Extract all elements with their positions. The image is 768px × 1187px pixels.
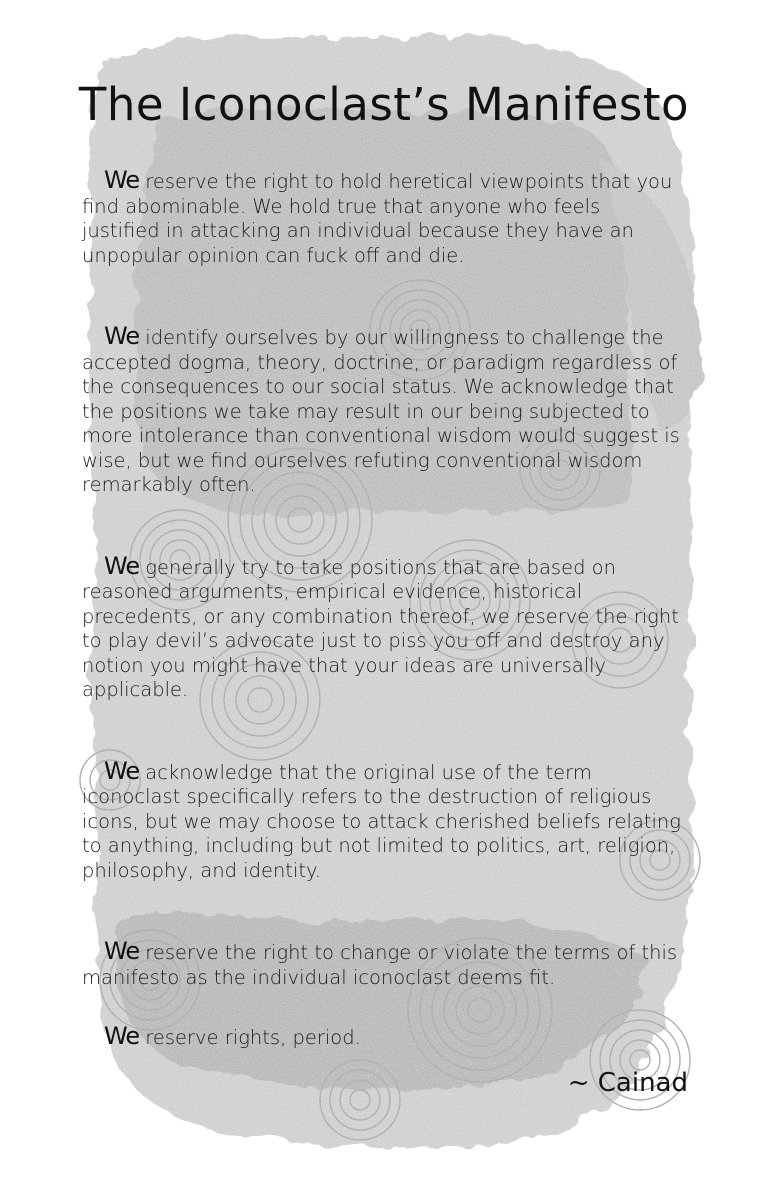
paragraph-lead-word: We: [104, 756, 140, 785]
paragraph-text: generally try to take positions that are based on reasoned arguments, empirical evidence, historical precedents, or any combination thereof, we reserve the right to play devil’s advocate just to piss you off and destroy any notion you might have that your ideas are universally applicable.: [82, 555, 679, 701]
paragraph-text: acknowledge that the original use of the term iconoclast specifically refers to the destruction of religious icons, but we may choose to attack cherished beliefs relating to anything, including but not limited to politics, art, religion, philosophy, and identity.: [82, 760, 681, 882]
paragraph-text: identify ourselves by our willingness to challenge the accepted dogma, theory, doctrine, or paradigm regardless of the consequences to our social status. We acknowledge that the positions we take may result in our being subjected to more intolerance than conventional wisdom would suggest is wise, but we find ourselves refuting conventional wisdom remarkably often.: [82, 326, 680, 496]
paragraph-text: reserve rights, period.: [139, 1026, 361, 1049]
paragraph-lead-word: We: [104, 322, 140, 350]
paragraph-text: reserve the right to change or violate the terms of this manifesto as the individual iconoclast deems fit.: [82, 941, 678, 989]
paragraph-6: [82, 1024, 682, 1051]
paragraph-lead-word: We: [104, 551, 140, 580]
paragraph-text: reserve the right to hold heretical viewpoints that you find abominable. We hold true that anyone who feels justified in attacking an individual because they have an unpopular opinion can fuck off and die.: [82, 170, 673, 267]
paragraph-5: [82, 939, 682, 990]
paragraph-lead-word: We: [104, 166, 140, 194]
manifesto-body: [82, 168, 682, 1107]
author-signature: ~ Cainad: [567, 1068, 688, 1098]
paragraph-2: [82, 324, 682, 498]
paragraph-1: [82, 168, 682, 268]
page-title: The Iconoclast’s Manifesto: [78, 78, 690, 131]
paragraph-lead-word: We: [104, 937, 140, 965]
paragraph-4: [82, 756, 682, 884]
paragraph-3: [82, 551, 682, 703]
paragraph-lead-word: We: [104, 1022, 140, 1050]
